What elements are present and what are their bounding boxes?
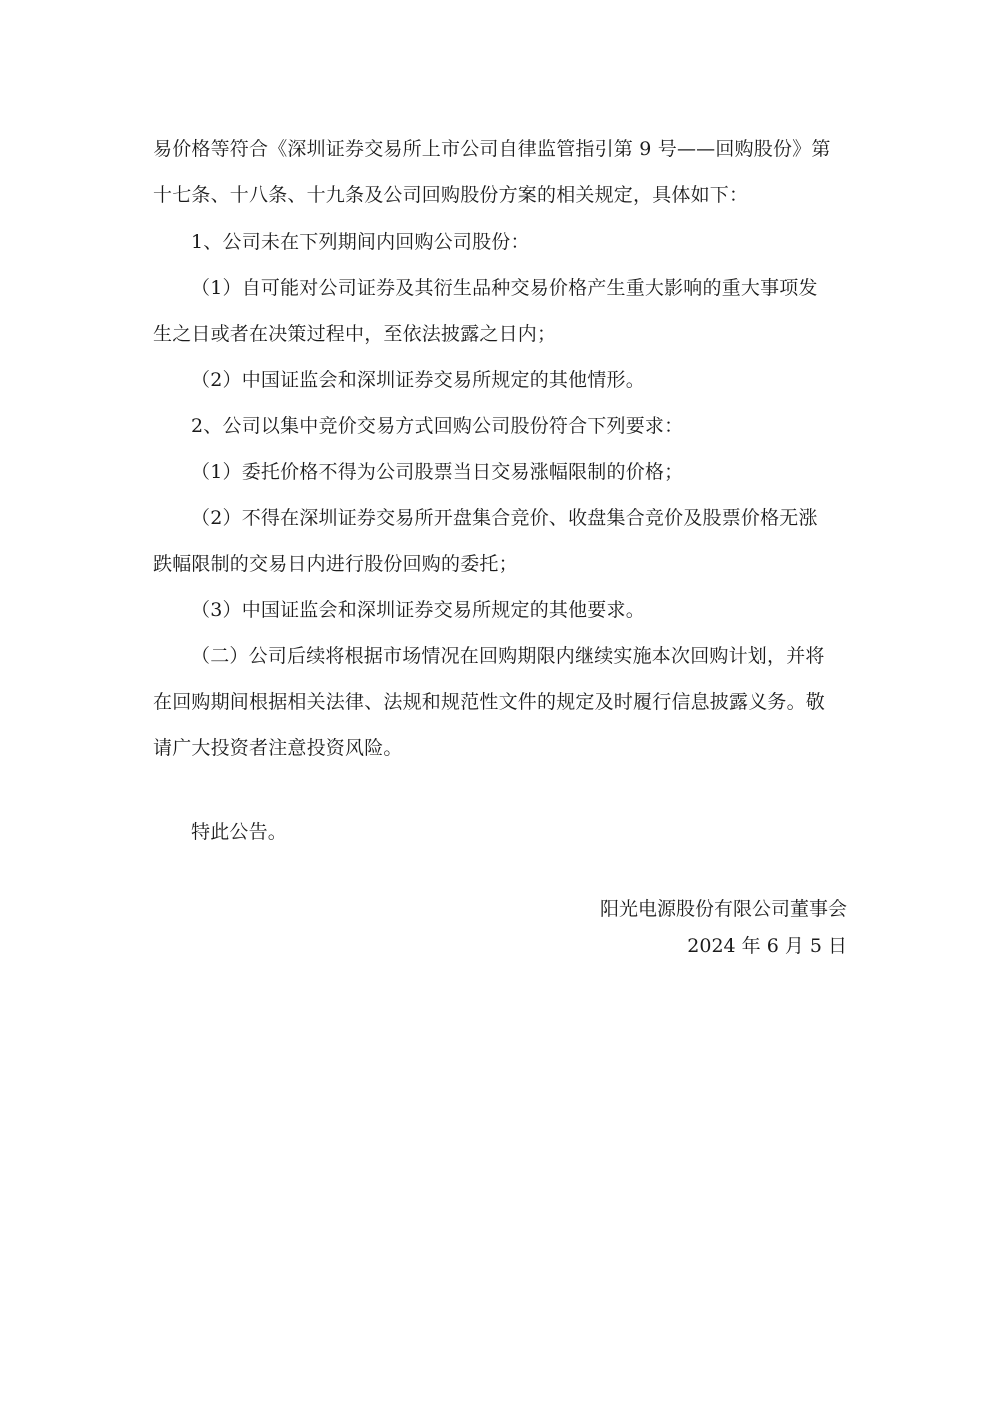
paragraph-line: （1）委托价格不得为公司股票当日交易涨幅限制的价格； (191, 461, 684, 483)
paragraph-line: 十七条、十八条、十九条及公司回购股份方案的相关规定，具体如下： (153, 184, 749, 206)
paragraph-line: （2）中国证监会和深圳证券交易所规定的其他情形。 (191, 369, 645, 391)
paragraph-line: 1、公司未在下列期间内回购公司股份： (191, 231, 530, 253)
paragraph-line: 在回购期间根据相关法律、法规和规范性文件的规定及时履行信息披露义务。敬 (153, 691, 826, 713)
signature-date: 2024 年 6 月 5 日 (687, 935, 847, 957)
closing-text: 特此公告。 (191, 821, 288, 843)
paragraph-line: 跌幅限制的交易日内进行股份回购的委托； (153, 553, 518, 575)
signature-company: 阳光电源股份有限公司董事会 (599, 898, 847, 920)
paragraph-line: 生之日或者在决策过程中，至依法披露之日内； (153, 323, 557, 345)
paragraph-line: 2、公司以集中竞价交易方式回购公司股份符合下列要求： (191, 415, 684, 437)
paragraph-line: （3）中国证监会和深圳证券交易所规定的其他要求。 (191, 599, 645, 621)
paragraph-line: （1）自可能对公司证券及其衍生品种交易价格产生重大影响的重大事项发 (191, 277, 818, 299)
paragraph-line: （二）公司后续将根据市场情况在回购期限内继续实施本次回购计划，并将 (191, 645, 825, 667)
paragraph-line: 请广大投资者注意投资风险。 (153, 737, 403, 759)
paragraph-line: 易价格等符合《深圳证券交易所上市公司自律监管指引第 9 号——回购股份》第 (153, 138, 831, 160)
paragraph-line: （2）不得在深圳证券交易所开盘集合竞价、收盘集合竞价及股票价格无涨 (191, 507, 818, 529)
